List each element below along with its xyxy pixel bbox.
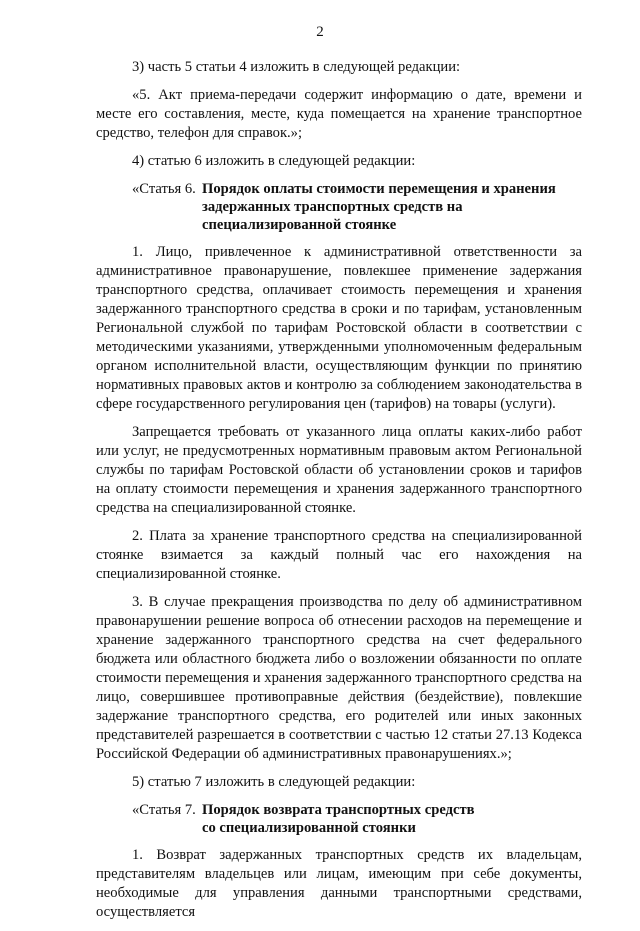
article-6-heading <box>96 180 582 234</box>
paragraph-storage-fee: 2. Плата за хранение транспортного средства на специализированной стоянке взимается за каждый полный час его нахождения на специализированной стоянке. <box>96 528 582 582</box>
article-7-title-line2: со специализированной стоянки <box>202 820 416 836</box>
paragraph-return-1: 1. Возврат задержанных транспортных средств их владельцам, представителям владельцев или лицам, имеющим при себе документы, необходимые для управления данными транспортными средствами, осуществляется <box>96 847 582 920</box>
article-6-title-line1: Порядок оплаты стоимости перемещения и хранения <box>202 181 556 197</box>
article-7-heading <box>96 801 582 837</box>
paragraph-amend-article7: 5) статью 7 изложить в следующей редакции: <box>132 774 416 790</box>
paragraph-amend-article6: 4) статью 6 изложить в следующей редакции: <box>132 153 416 169</box>
paragraph-act-transfer: «5. Акт приема-передачи содержит информацию о дате, времени и месте его составления, месте, куда помещается на хранение транспортное средство, телефон для справок.»; <box>96 87 582 141</box>
document-body <box>96 58 582 931</box>
article-6-title-line2: задержанных транспортных средств на <box>202 199 463 215</box>
article-7-title-line1: Порядок возврата транспортных средств <box>202 802 475 818</box>
page-number: 2 <box>316 24 324 40</box>
paragraph-payment-1: 1. Лицо, привлеченное к административной ответственности за административное правонарушение, повлекшее применение задержания транспортного средства, оплачивает стоимость перемещения и хранения задержанного транспортного средства в сроки и по тарифам, установленным Региональной службой по тарифам Ростовской области в соответствии с методическими указаниями, утвержденными уполномоченным федеральным органом исполнительной власти, осуществляющим функции по принятию нормативных правовых актов и контролю за соблюдением законодательства в сфере государственного регулирования цен (тарифов) на товары (услуги). <box>96 244 582 412</box>
paragraph-termination: 3. В случае прекращения производства по делу об административном правонарушении решение вопроса об отнесении расходов на перемещение и хранение задержанного транспортного средства на счет федерального бюджета или областного бюджета либо о возложении обязанности по оплате стоимости перемещения и хранения задержанного транспортного средства на лицо, совершившее противоправные действия (бездействие), повлекшие задержание транспортного средства, его родителей или иных законных представителей разрешается в соответствии с частью 12 статьи 27.13 Кодекса Российской Федерации об административных правонарушениях.»; <box>96 594 582 762</box>
article-6-lead: «Статья 6. <box>132 181 196 197</box>
article-6-title-line3: специализированной стоянке <box>202 217 397 233</box>
paragraph-amend-part5: 3) часть 5 статьи 4 изложить в следующей редакции: <box>132 59 461 75</box>
article-7-lead: «Статья 7. <box>132 802 196 818</box>
paragraph-prohibition: Запрещается требовать от указанного лица оплаты каких-либо работ или услуг, не предусмотренных нормативным правовым актом Региональной службы по тарифам Ростовской области об установлении сроков и тарифов на оплату стоимости перемещения и хранения задержанного транспортного средства на специализированной стоянке. <box>96 424 582 516</box>
